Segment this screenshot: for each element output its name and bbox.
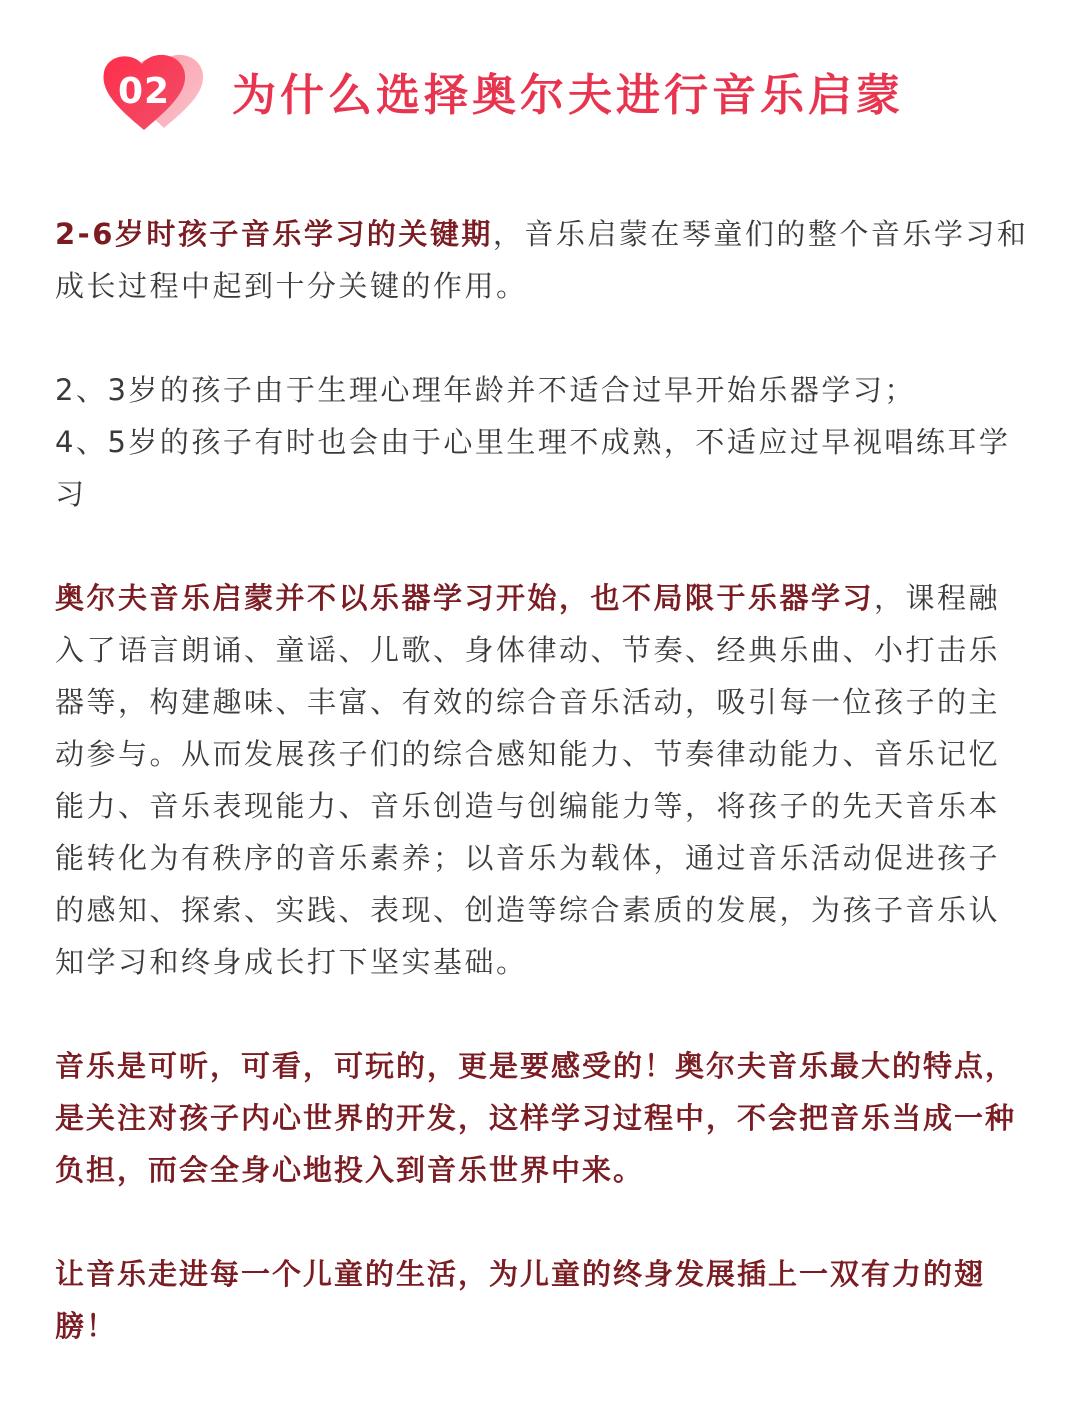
paragraph-age-notes [55, 364, 1030, 520]
section-header [98, 46, 904, 136]
paragraph-orff-intro [55, 572, 1030, 988]
article-body [55, 208, 1030, 1404]
heart-badge [98, 48, 210, 134]
body-text: ，音乐启蒙在琴童们的整个音乐学习和成长过程中起到十分关键的作用。 [55, 217, 1029, 303]
age-note-line: 4、5岁的孩子有时也会由于心里生理不成熟，不适应过早视唱练耳学习 [55, 425, 1011, 511]
highlight-text: 奥尔夫音乐启蒙并不以乐器学习开始，也不局限于乐器学习 [55, 581, 875, 615]
section-number: 02 [117, 70, 171, 112]
page-title: 为什么选择奥尔夫进行音乐启蒙 [232, 70, 904, 121]
highlight-text: 2-6岁时孩子音乐学习的关键期 [55, 217, 493, 251]
age-note-line: 2、3岁的孩子由于生理心理年龄并不适合过早开始乐器学习； [55, 373, 916, 407]
paragraph-music-feeling: 音乐是可听，可看，可玩的，更是要感受的！奥尔夫音乐最大的特点，是关注对孩子内心世界的开发，这样学习过程中，不会把音乐当成一种负担，而会全身心地投入到音乐世界中来。 [55, 1049, 1017, 1187]
body-text: ，课程融入了语言朗诵、童谣、儿歌、身体律动、节奏、经典乐曲、小打击乐器等，构建趣味、丰富、有效的综合音乐活动，吸引每一位孩子的主动参与。从而发展孩子们的综合感知能力、节奏律动能力、音乐记忆能力、音乐表现能力、音乐创造与创编能力等，将孩子的先天音乐本能转化为有秩序的音乐素养；以音乐为载体，通过音乐活动促进孩子的感知、探索、实践、表现、创造等综合素质的发展，为孩子音乐认知学习和终身成长打下坚实基础。 [55, 581, 1001, 979]
paragraph-key-period [55, 208, 1030, 312]
paragraph-closing: 让音乐走进每一个儿童的生活，为儿童的终身发展插上一双有力的翅膀！ [55, 1257, 986, 1343]
